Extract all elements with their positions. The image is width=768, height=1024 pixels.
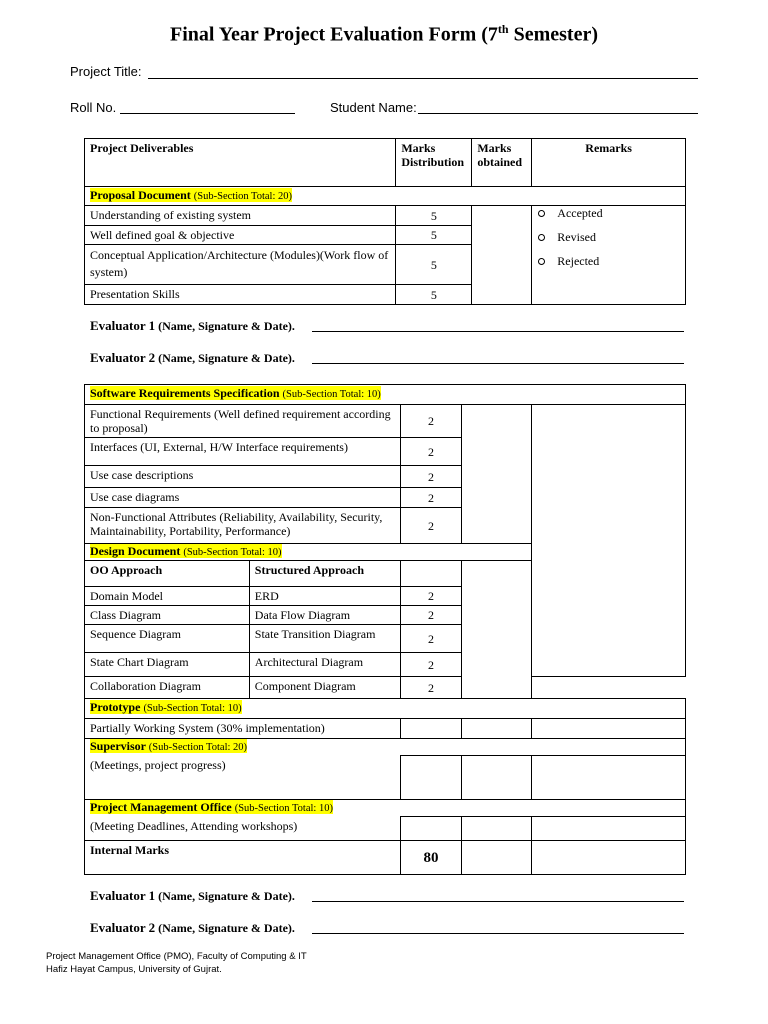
remarks-cell[interactable] xyxy=(532,841,686,875)
evaluator-1-row: Evaluator 1 (Name, Signature & Date). xyxy=(90,318,295,333)
design-structured-item: Component Diagram xyxy=(249,677,400,699)
design-structured-item: ERD xyxy=(249,587,400,606)
radio-icon xyxy=(538,210,545,217)
marks-value: 5 xyxy=(396,226,472,245)
marks-value: 2 xyxy=(400,508,462,544)
radio-icon xyxy=(538,258,545,265)
table-row-item: Presentation Skills xyxy=(85,285,396,305)
evaluator-1-final-signature-field[interactable] xyxy=(312,901,684,902)
evaluator-2-row: Evaluator 2 (Name, Signature & Date). xyxy=(90,350,295,365)
table-row-item: Functional Requirements (Well defined requirement according to proposal) xyxy=(85,405,401,438)
marks-value: 2 xyxy=(400,466,462,488)
supervisor-item: (Meetings, project progress) xyxy=(85,756,401,800)
design-structured-item: Architectural Diagram xyxy=(249,653,400,677)
design-oo-item: Domain Model xyxy=(85,587,250,606)
marks-value: 2 xyxy=(400,677,462,699)
design-oo-item: Class Diagram xyxy=(85,606,250,625)
design-oo-item: State Chart Diagram xyxy=(85,653,250,677)
marks-value: 2 xyxy=(400,488,462,508)
table-row-item: Understanding of existing system xyxy=(85,206,396,226)
marks-value: 2 xyxy=(400,606,462,625)
col-remarks: Remarks xyxy=(532,139,686,187)
evaluator-2-signature-field[interactable] xyxy=(312,363,684,364)
project-title-label: Project Title: xyxy=(70,64,142,79)
remarks-cell[interactable] xyxy=(532,756,686,800)
design-oo-item: Collaboration Diagram xyxy=(85,677,250,699)
table-row-item: Non-Functional Attributes (Reliability, Availability, Security, Maintainability, Portability, Performance) xyxy=(85,508,401,544)
internal-marks-value: 80 xyxy=(400,841,462,875)
marks-obtained-cell[interactable] xyxy=(472,206,532,305)
section-supervisor: Supervisor (Sub-Section Total: 20) xyxy=(85,739,686,756)
marks-obtained-cell[interactable] xyxy=(462,405,532,544)
pmo-item: (Meeting Deadlines, Attending workshops) xyxy=(85,817,401,841)
table-row-item: Use case diagrams xyxy=(85,488,401,508)
remarks-option-rejected[interactable]: Rejected xyxy=(538,254,685,268)
proposal-table xyxy=(84,138,686,305)
remarks-option-revised[interactable]: Revised xyxy=(538,220,685,254)
table-row-item: Interfaces (UI, External, H/W Interface requirements) xyxy=(85,438,401,466)
evaluator-1-signature-field[interactable] xyxy=(312,331,684,332)
col-deliverables: Project Deliverables xyxy=(85,139,396,187)
roll-no-field[interactable] xyxy=(120,113,295,114)
form-title: Final Year Project Evaluation Form (7th Semester) xyxy=(170,22,598,46)
marks-obtained-cell[interactable] xyxy=(462,756,532,800)
remarks-cell[interactable] xyxy=(532,719,686,739)
radio-icon xyxy=(538,234,545,241)
section-pmo: Project Management Office (Sub-Section Total: 10) xyxy=(85,800,686,817)
structured-approach-header: Structured Approach xyxy=(249,561,400,587)
col-marks-distribution: Marks Distribution xyxy=(396,139,472,187)
table-row-item: Conceptual Application/Architecture (Modules)(Work flow of system) xyxy=(85,245,396,285)
col-marks-obtained: Marks obtained xyxy=(472,139,532,187)
marks-value: 5 xyxy=(396,285,472,305)
evaluation-table xyxy=(84,384,686,875)
footer-line-2: Hafiz Hayat Campus, University of Gujrat. xyxy=(46,964,222,975)
table-row-item: Well defined goal & objective xyxy=(85,226,396,245)
marks-value: 2 xyxy=(400,438,462,466)
section-prototype: Prototype (Sub-Section Total: 10) xyxy=(85,699,686,719)
marks-value: 2 xyxy=(400,405,462,438)
marks-obtained-cell[interactable] xyxy=(462,841,532,875)
remarks-option-accepted[interactable]: Accepted xyxy=(538,206,685,220)
project-title-field[interactable] xyxy=(148,78,698,79)
empty-cell xyxy=(400,756,462,800)
empty-cell xyxy=(400,719,462,739)
marks-value: 2 xyxy=(400,625,462,653)
remarks-cell xyxy=(532,206,686,305)
marks-value: 2 xyxy=(400,587,462,606)
section-proposal: Proposal Document (Sub-Section Total: 20) xyxy=(85,187,686,206)
internal-marks-label: Internal Marks xyxy=(85,841,401,875)
marks-obtained-cell[interactable] xyxy=(462,719,532,739)
empty-cell xyxy=(400,817,462,841)
student-name-label: Student Name: xyxy=(330,100,417,115)
evaluator-2-final-signature-field[interactable] xyxy=(312,933,684,934)
remarks-cell[interactable] xyxy=(532,405,686,677)
prototype-item: Partially Working System (30% implementation) xyxy=(85,719,401,739)
table-row-item: Use case descriptions xyxy=(85,466,401,488)
footer xyxy=(46,950,307,976)
roll-no-label: Roll No. xyxy=(70,100,117,115)
marks-value: 5 xyxy=(396,206,472,226)
section-srs: Software Requirements Specification (Sub-Section Total: 10) xyxy=(85,385,686,405)
student-name-field[interactable] xyxy=(418,113,698,114)
marks-obtained-cell[interactable] xyxy=(462,561,532,699)
design-oo-item: Sequence Diagram xyxy=(85,625,250,653)
marks-obtained-cell[interactable] xyxy=(462,817,532,841)
marks-value: 2 xyxy=(400,653,462,677)
evaluator-1-row-final: Evaluator 1 (Name, Signature & Date). xyxy=(90,888,295,903)
evaluator-2-row-final: Evaluator 2 (Name, Signature & Date). xyxy=(90,920,295,935)
section-design: Design Document (Sub-Section Total: 10) xyxy=(85,544,532,561)
oo-approach-header: OO Approach xyxy=(85,561,250,587)
design-structured-item: Data Flow Diagram xyxy=(249,606,400,625)
remarks-cell[interactable] xyxy=(532,817,686,841)
marks-value: 5 xyxy=(396,245,472,285)
empty-cell xyxy=(400,561,462,587)
design-structured-item: State Transition Diagram xyxy=(249,625,400,653)
footer-line-1: Project Management Office (PMO), Faculty of Computing & IT xyxy=(46,951,307,962)
